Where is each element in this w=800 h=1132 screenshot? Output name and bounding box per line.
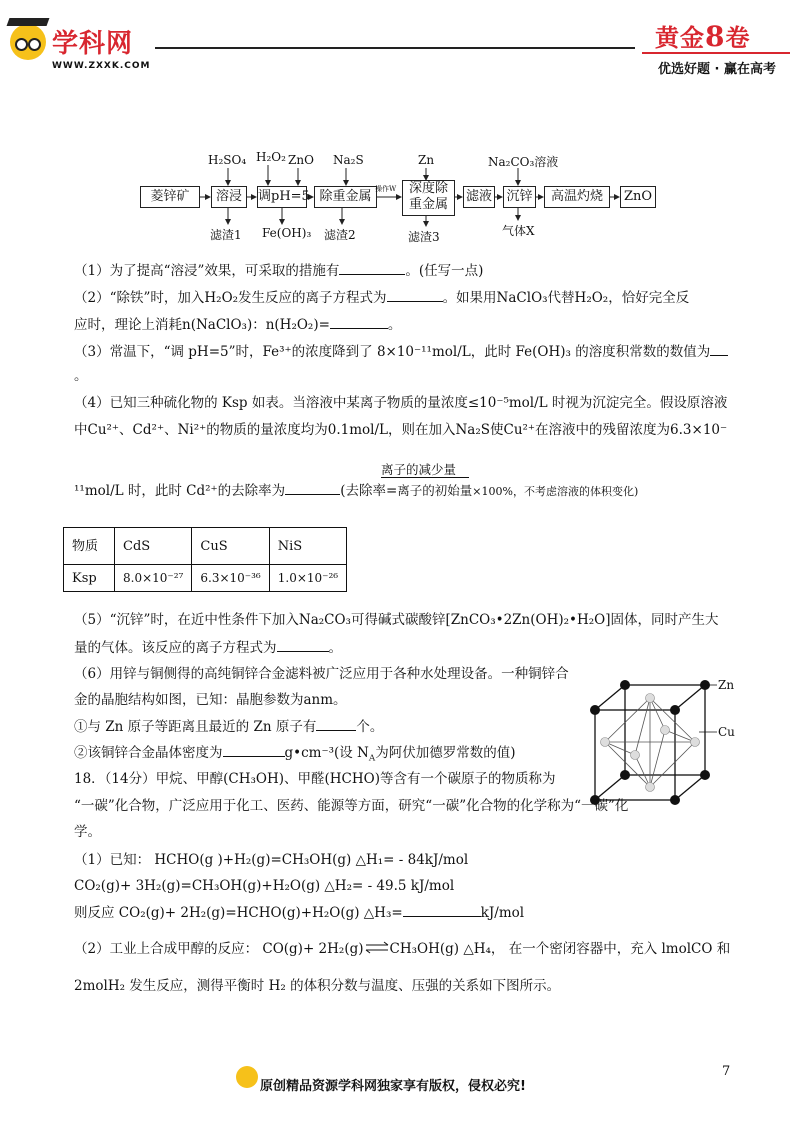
residue-1: 滤渣1 xyxy=(210,228,242,242)
slogan-part: 优选好题 xyxy=(658,62,711,77)
question-4-line3 xyxy=(74,480,638,502)
text: 应时，理论上消耗n(NaClO₃)：n(H₂O₂)= xyxy=(74,317,330,333)
question-18-line1: 18．（14分）甲烷、甲醇(CH₃OH)、甲醛(HCHO)等含有一个碳原子的物质称为 xyxy=(74,771,556,787)
text: kJ/mol xyxy=(480,905,525,921)
reagent-na2s: Na₂S xyxy=(333,153,364,167)
text: 。 xyxy=(328,640,342,656)
question-5-line1: （5）“沉锌”时，在近中性条件下加入Na₂CO₃可得碱式碳酸锌[ZnCO₃•2Zn(OH)₂•H₂O]固体，同时产生大 xyxy=(74,612,719,628)
slogan-part: 赢在高考 xyxy=(724,62,777,77)
question-3-end: 。 xyxy=(74,368,88,384)
flow-node-zno: ZnO xyxy=(620,186,656,208)
flow-node-calcination: 高温灼烧 xyxy=(544,186,610,208)
brand-part: 卷 xyxy=(725,23,751,52)
answer-blank[interactable] xyxy=(277,637,329,652)
question-18-1-line2: CO₂(g)+ 3H₂(g)=CH₃OH(g)+H₂O(g) △H₂= - 49.5 kJ/mol xyxy=(74,878,455,894)
question-3 xyxy=(74,341,728,362)
question-6-line1: （6）用锌与铜侧得的高纯铜锌合金滤料被广泛应用于各种水处理设备。一种铜锌合 xyxy=(74,666,569,682)
fraction-numerator: 离子的减少量 xyxy=(381,462,457,477)
residue-feoh3: Fe(OH)₃ xyxy=(262,226,312,240)
reagent-zno: ZnO xyxy=(288,153,314,167)
text: ②该铜锌合金晶体密度为 xyxy=(74,745,223,761)
table-row xyxy=(64,565,347,592)
equilibrium-arrow-icon xyxy=(364,939,390,953)
flow-node-adjust-ph: 调pH=5 xyxy=(257,186,307,208)
gas-x: 气体X xyxy=(502,224,535,238)
table-cell: NiS xyxy=(269,528,346,565)
residue-2: 滤渣2 xyxy=(324,228,356,242)
question-18-line3: 学。 xyxy=(74,824,101,840)
question-2-line2 xyxy=(74,314,401,335)
answer-blank[interactable] xyxy=(330,314,388,329)
answer-blank[interactable] xyxy=(285,480,340,495)
question-5-line2 xyxy=(74,637,342,658)
question-6-part1 xyxy=(74,716,383,737)
page-number: 7 xyxy=(722,1064,731,1079)
text: 量的气体。该反应的离子方程式为 xyxy=(74,640,277,656)
question-1 xyxy=(74,260,483,281)
question-18-line2: “一碳”化合物，广泛应用于化工、医药、能源等方面，研究“一碳”化合物的化学称为“一碳”化 xyxy=(74,798,629,814)
table-cell: CdS xyxy=(115,528,192,565)
reagent-h2so4: H₂SO₄ xyxy=(208,153,247,167)
text: 。(任写一点) xyxy=(405,263,484,279)
reagent-na2co3: Na₂CO₃溶液 xyxy=(488,155,559,169)
table-cell: 物质 xyxy=(64,528,115,565)
flow-node-text: 深度除 xyxy=(408,181,448,196)
answer-blank[interactable] xyxy=(316,716,356,731)
text: （2）工业上合成甲醇的反应： CO(g)+ 2H₂(g) xyxy=(74,941,364,957)
flow-node-remove-heavy-metal: 除重金属 xyxy=(314,186,377,208)
reagent-zn: Zn xyxy=(418,153,435,167)
table-cell: CuS xyxy=(192,528,269,565)
answer-blank[interactable] xyxy=(223,742,285,757)
table-cell: 8.0×10⁻²⁷ xyxy=(115,565,192,592)
table-cell: 1.0×10⁻²⁶ xyxy=(269,565,346,592)
logo-url: WWW.ZXXK.COM xyxy=(52,61,151,71)
text: 为阿伏加德罗常数的值) xyxy=(375,745,516,761)
footer-copyright: 原创精品资源学科网独家享有版权，侵权必究! xyxy=(260,1079,526,1094)
fraction-denominator: 离子的初始量 xyxy=(397,483,473,498)
text: (去除率= xyxy=(340,483,398,499)
text: CH₃OH(g) △H₄， 在一个密闭容器中，充入 lmolCO 和 xyxy=(389,941,731,957)
text: 个。 xyxy=(356,719,384,735)
crystal-cell-diagram xyxy=(575,670,735,815)
footer-logo-icon xyxy=(236,1066,258,1088)
text: ¹¹mol/L 时，此时 Cd²⁺的去除率为 xyxy=(74,483,286,499)
table-row xyxy=(64,528,347,565)
flow-node-ore: 菱锌矿 xyxy=(140,186,200,208)
question-18-2-line1 xyxy=(74,939,730,959)
residue-3: 滤渣3 xyxy=(408,230,440,244)
table-cell: 6.3×10⁻³⁶ xyxy=(192,565,269,592)
question-18-2-line2: 2molH₂ 发生反应，测得平衡时 H₂ 的体积分数与温度、压强的关系如下图所示。 xyxy=(74,978,561,994)
flow-node-filtrate: 滤液 xyxy=(463,186,495,208)
text: 则反应 CO₂(g)+ 2H₂(g)=HCHO(g)+H₂O(g) △H₃= xyxy=(74,905,403,921)
logo-text: 学科网 xyxy=(52,29,134,59)
flow-node-deep-removal xyxy=(402,180,455,216)
subscript: A xyxy=(368,753,376,764)
ksp-table xyxy=(63,527,347,592)
question-6-part2 xyxy=(74,742,516,769)
text: （3）常温下，“调 pH=5”时，Fe³⁺的浓度降到了 8×10⁻¹¹mol/L，此时 Fe(OH)₃ 的溶度积常数的数值为 xyxy=(74,344,711,360)
table-cell: Ksp xyxy=(64,565,115,592)
text: （2）“除铁”时，加入H₂O₂发生反应的离子方程式为 xyxy=(74,290,387,306)
question-6-line2: 金的晶胞结构如图，已知：晶胞参数为anm。 xyxy=(74,692,347,708)
operation-w: 操作W xyxy=(375,185,397,193)
flow-node-precipitate-zinc: 沉锌 xyxy=(503,186,536,208)
answer-blank[interactable] xyxy=(387,287,443,302)
reagent-h2o2: H₂O₂ xyxy=(256,150,286,164)
text: （1）为了提高“溶浸”效果，可采取的措施有 xyxy=(74,263,340,279)
crystal-label-zn: Zn xyxy=(718,678,735,692)
flow-node-leach: 溶浸 xyxy=(211,186,247,208)
text: 。如果用NaClO₃代替H₂O₂，恰好完全反 xyxy=(442,290,690,306)
answer-blank[interactable] xyxy=(710,341,728,356)
text: ×100%，不考虑溶液的体积变化) xyxy=(472,485,639,498)
brand-part: 黄金 xyxy=(655,23,705,52)
answer-blank[interactable] xyxy=(339,260,405,275)
slogan-sep: · xyxy=(714,62,720,77)
text: 。 xyxy=(387,317,402,333)
question-4-line1: （4）已知三种硫化物的 Ksp 如表。当溶液中某离子物质的量浓度≤10⁻⁵mol/L 时视为沉淀完全。假设原溶液 xyxy=(74,395,728,411)
fraction-bar xyxy=(381,477,469,478)
question-18-1-line1: （1）已知： HCHO(g )+H₂(g)=CH₃OH(g) △H₁= - 84kJ/mol xyxy=(74,852,469,868)
text: ①与 Zn 原子等距离且最近的 Zn 原子有 xyxy=(74,719,317,735)
flowchart-arrows xyxy=(0,0,800,250)
brand-number: 8 xyxy=(705,20,726,53)
flow-node-text: 重金属 xyxy=(408,197,448,212)
question-2-line1 xyxy=(74,287,689,308)
text: g•cm⁻³(设 N xyxy=(284,745,369,761)
crystal-label-cu: Cu xyxy=(718,725,735,739)
question-4-line2: 中Cu²⁺、Cd²⁺、Ni²⁺的物质的量浓度均为0.1mol/L，则在加入Na₂S使Cu²⁺在溶液中的残留浓度为6.3×10⁻ xyxy=(74,422,728,438)
question-18-1-line3 xyxy=(74,902,524,923)
answer-blank[interactable] xyxy=(403,902,481,917)
